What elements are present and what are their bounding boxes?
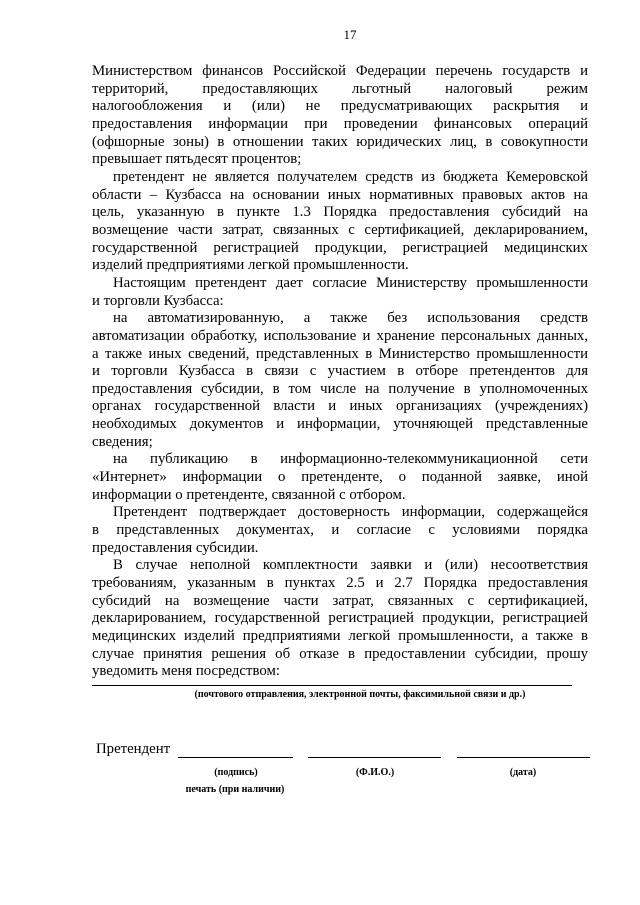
- body-text: [92, 63, 588, 681]
- date-caption: (дата): [509, 767, 537, 778]
- text-line: и торговли Кузбасса в связи с участием в отборе претендентов для: [92, 363, 588, 380]
- seal-note: печать (при наличии): [185, 784, 285, 795]
- date-line: [457, 757, 590, 758]
- text-line: превышает пятьдесят процентов;: [92, 151, 302, 168]
- text-line: информации о претенденте, связанной с отбором.: [92, 486, 406, 503]
- notification-method-caption: (почтового отправления, электронной почты, факсимильной связи и др.): [194, 689, 526, 700]
- text-line: медицинских изделий предприятиями легкой промышленности, а также в: [92, 628, 588, 644]
- applicant-label: Претендент: [96, 741, 171, 757]
- text-line: возмещение части затрат, связанных с сертификацией, декларированием,: [92, 221, 588, 238]
- text-line: необходимых документов и информации, уточняющей представленные: [92, 416, 588, 433]
- text-line: (офшорные зоны) в отношении таких юридических лиц, в совокупности: [92, 133, 588, 150]
- text-line: территорий, предоставляющих льготный налоговый режим: [92, 80, 588, 97]
- text-line: уведомить меня посредством:: [92, 663, 280, 680]
- text-line: предоставления субсидии, в том числе на получение в уполномоченных: [92, 380, 588, 397]
- text-line: области – Кузбасса на основании иных нормативных правовых актов на: [92, 186, 588, 203]
- text-line: субсидий на возмещение части затрат, связанных с сертификацией,: [92, 592, 588, 609]
- text-line: изделий предприятиями легкой промышленности.: [92, 257, 409, 274]
- text-line: претендент не является получателем средств из бюджета Кемеровской: [113, 168, 588, 185]
- text-line: требованиям, указанным в пунктах 2.5 и 2.7 Порядка предоставления: [92, 575, 588, 592]
- text-line: и торговли Кузбасса:: [92, 292, 224, 309]
- paragraph: [92, 275, 588, 310]
- text-line: предоставления информации при проведении финансовых операций: [92, 115, 588, 132]
- paragraph: [92, 310, 588, 451]
- text-line: государственной регистрацией продукции, регистрацией медицинских: [92, 239, 588, 256]
- text-line: Министерством финансов Российской Федерации перечень государств и: [92, 63, 588, 79]
- text-line: на автоматизированную, а также без использования средств: [113, 310, 588, 327]
- text-line: автоматизации обработку, использование и хранение персональных данных,: [92, 327, 588, 344]
- full-name-line: [308, 757, 441, 758]
- text-line: цель, указанную в пункте 1.3 Порядка предоставления субсидий на: [92, 204, 588, 221]
- text-line: в представленных документах, и согласие с условиями порядка: [92, 522, 588, 539]
- notification-method-line: [92, 685, 572, 686]
- text-line: сведения;: [92, 433, 153, 450]
- paragraph: [92, 169, 588, 275]
- text-line: Претендент подтверждает достоверность информации, содержащейся: [113, 504, 588, 521]
- text-line: «Интернет» информации о претенденте, о поданной заявке, иной: [92, 469, 588, 486]
- paragraph: [92, 451, 588, 504]
- paragraph: [92, 504, 588, 557]
- full-name-caption: (Ф.И.О.): [355, 767, 395, 778]
- text-line: на публикацию в информационно-телекоммуникационной сети: [113, 451, 588, 468]
- text-line: органах государственной власти и иных организациях (учреждениях): [92, 398, 588, 415]
- text-line: В случае неполной комплектности заявки и (или) несоответствия: [113, 557, 588, 574]
- signature-caption: (подпись): [214, 767, 258, 778]
- page-number: 17: [343, 27, 357, 42]
- text-line: Настоящим претендент дает согласие Министерству промышленности: [113, 274, 588, 291]
- text-line: налогообложения и (или) не предусматривающих раскрытия и: [92, 98, 588, 115]
- paragraph: [92, 63, 588, 169]
- text-line: предоставления субсидии.: [92, 539, 259, 556]
- text-line: случае принятия решения об отказе в предоставлении субсидии, прошу: [92, 645, 588, 662]
- paragraph: [92, 557, 588, 681]
- text-line: декларированием, государственной регистрацией продукции, регистрацией: [92, 610, 588, 627]
- signature-line: [178, 757, 293, 758]
- text-line: а также иных сведений, представленных в Министерство промышленности: [92, 345, 588, 362]
